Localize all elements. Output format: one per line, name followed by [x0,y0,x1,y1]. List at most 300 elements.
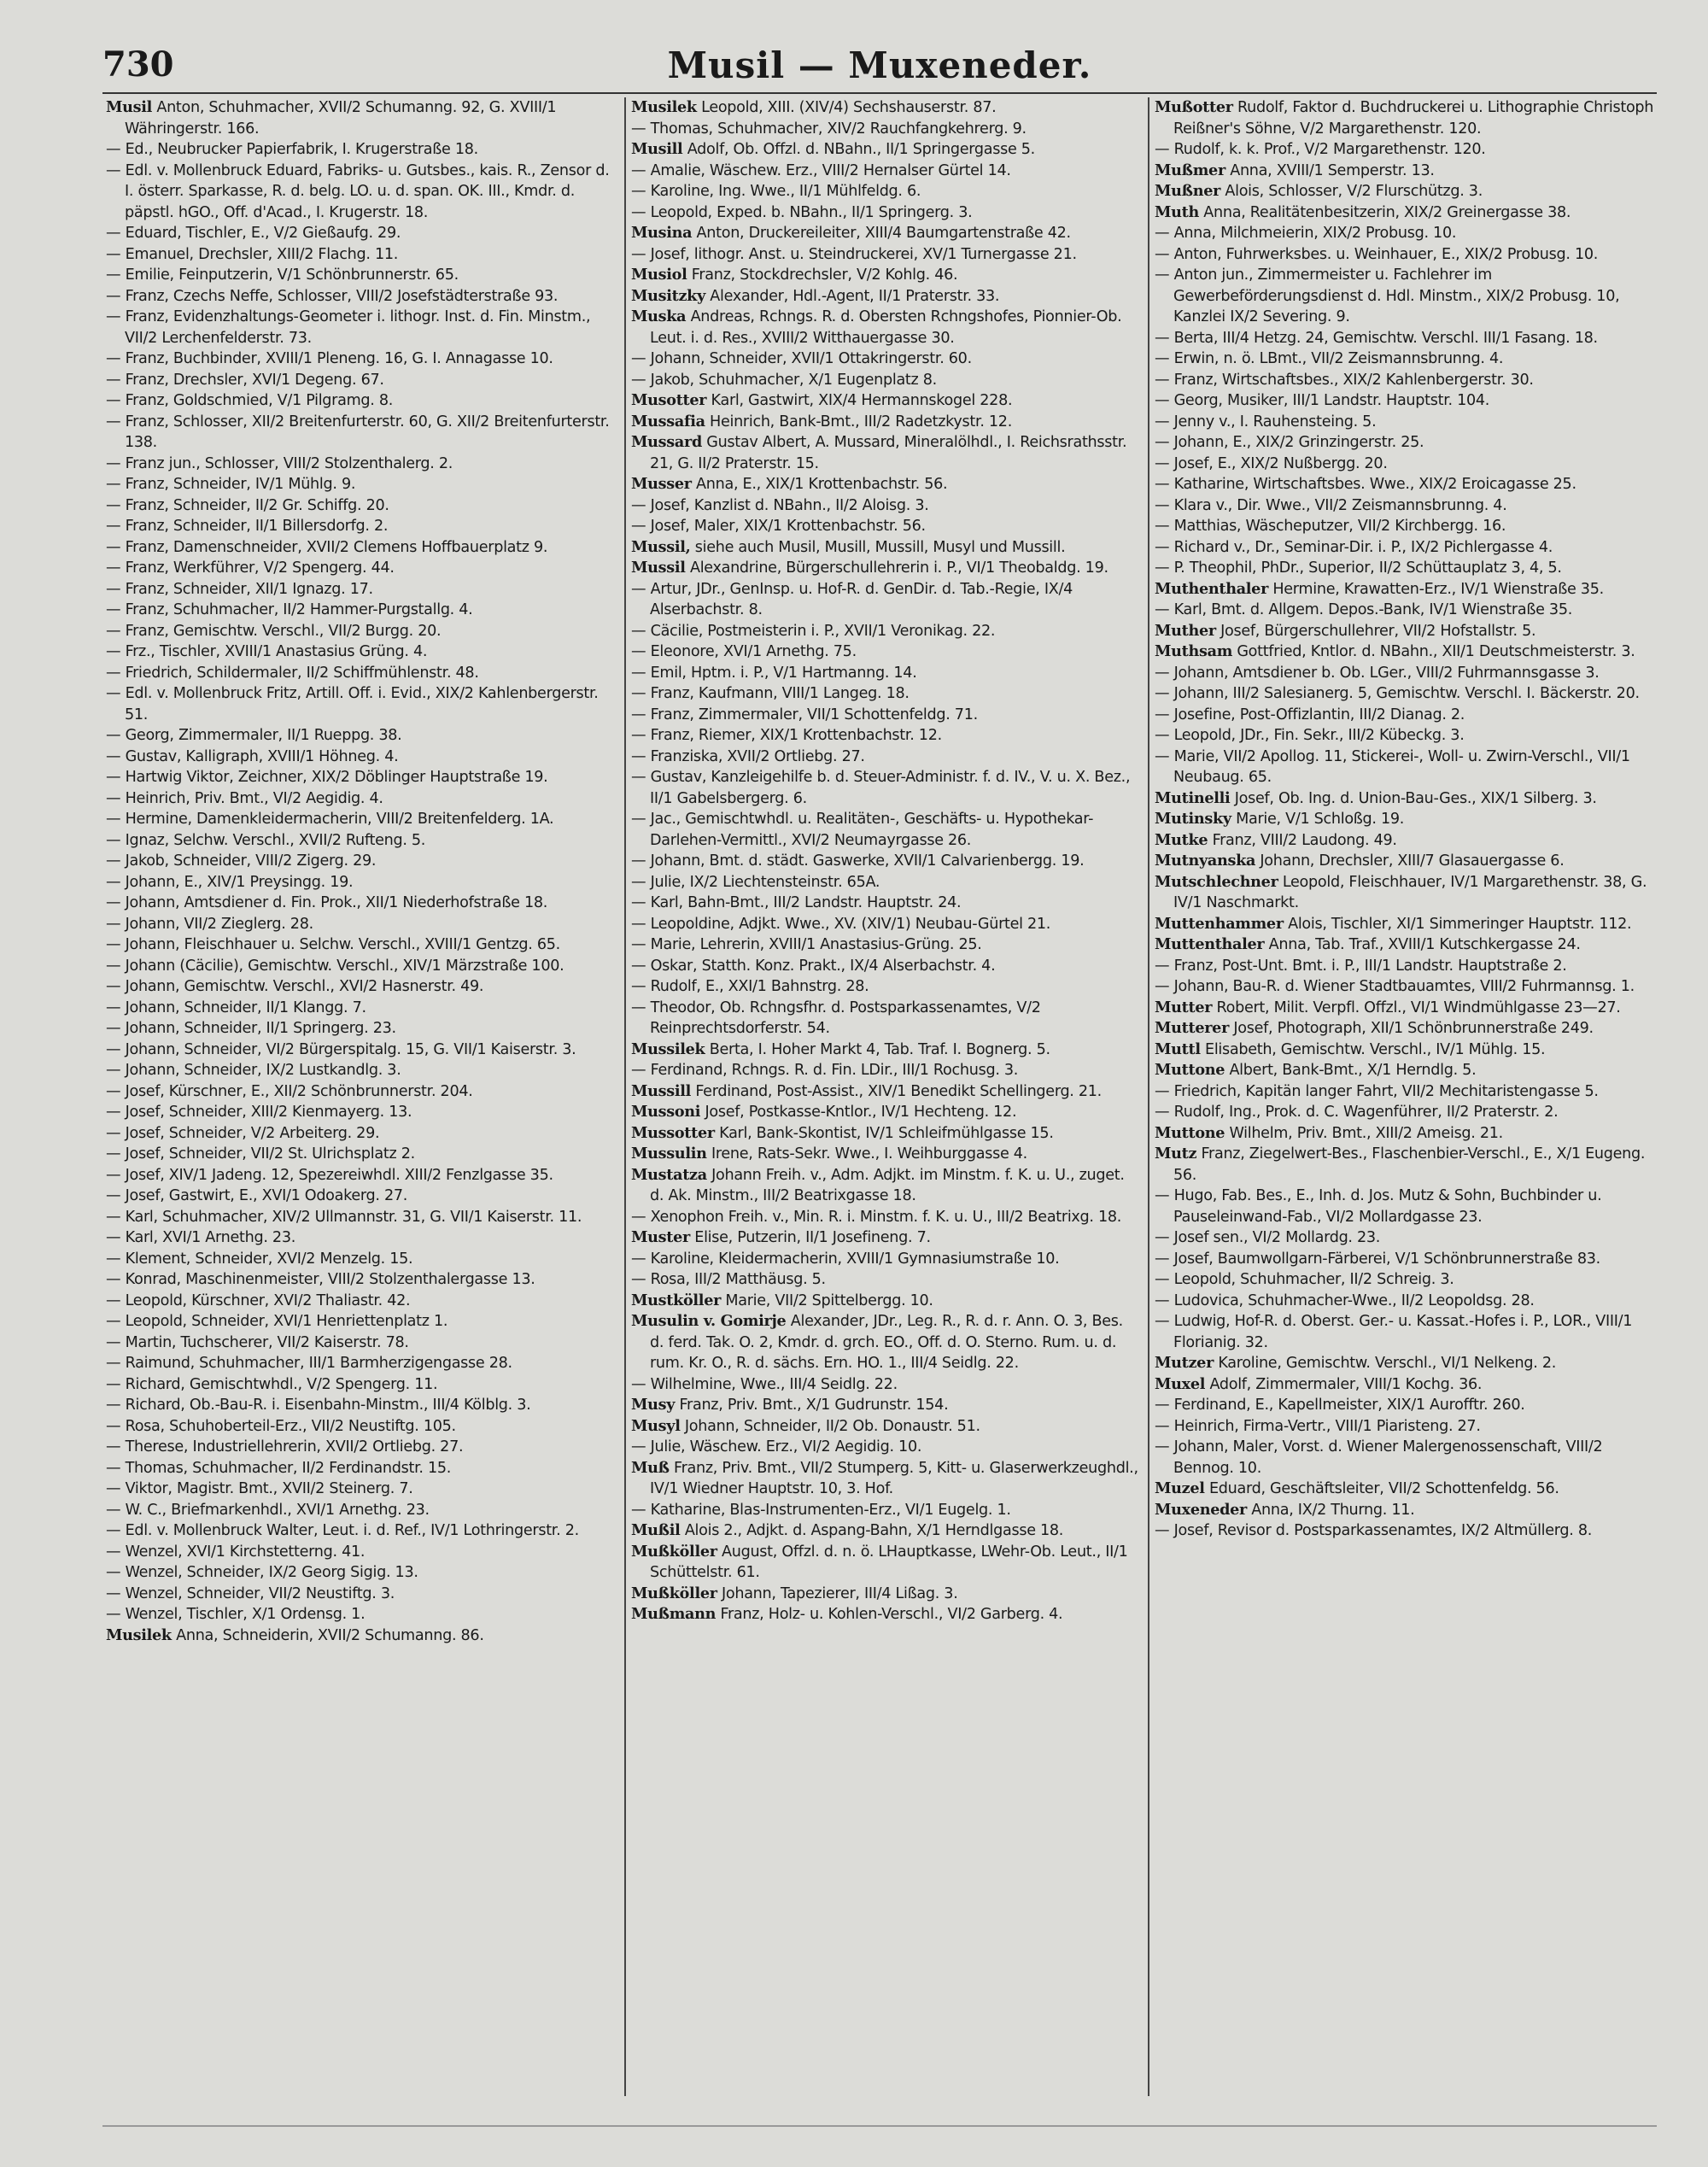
entry-surname: Musiol [631,266,687,284]
entry-text: — Jakob, Schneider, VIII/2 Zigerg. 29. [106,852,377,870]
directory-entry [1155,788,1663,810]
directory-entry [631,432,1139,474]
entry-surname: Muster [631,1228,690,1246]
directory-entry [631,663,1139,684]
directory-entry [106,1165,616,1186]
entry-text: — Johann, Amtsdiener b. Ob. LGer., VIII/2 Fuhrmannsgasse 3. [1155,664,1600,682]
entry-surname: Mutnyanska [1155,852,1256,870]
entry-text: — Josef, Kürschner, E., XII/2 Schönbrunnerstr. 204. [106,1082,473,1100]
directory-entry [631,1604,1139,1625]
entry-text: — Josef, Maler, XIX/1 Krottenbachstr. 56. [631,518,926,535]
directory-entry [106,1479,616,1500]
entry-text: Alois, Schlosser, V/2 Flurschützg. 3. [1225,183,1483,200]
directory-entry [106,830,616,852]
entry-text: — Emil, Hptm. i. P., V/1 Hartmanng. 14. [631,664,917,682]
directory-entry [1155,747,1663,788]
directory-entry [631,1144,1139,1165]
entry-text: — Hartwig Viktor, Zeichner, XIX/2 Döblinger Hauptstraße 19. [106,769,548,786]
entry-text: — Johann, Schneider, II/1 Klangg. 7. [106,999,366,1016]
entry-text: — Friedrich, Schildermaler, II/2 Schiffmühlenstr. 48. [106,664,479,682]
directory-entry [631,307,1139,348]
entry-text: — Rudolf, k. k. Prof., V/2 Margarethenstr. 120. [1155,141,1486,158]
entry-text: — Wenzel, Schneider, VII/2 Neustiftg. 3. [106,1584,395,1602]
directory-entry [631,998,1139,1040]
entry-text: — Amalie, Wäschew. Erz., VIII/2 Hernalser Gürtel 14. [631,161,1011,179]
entry-surname: Mussoni [631,1103,701,1121]
entry-text: Anna, XVIII/1 Semperstr. 13. [1230,161,1435,179]
directory-entry [1155,1081,1663,1103]
entry-text: — Johann (Cäcilie), Gemischtw. Verschl., XIV/1 Märzstraße 100. [106,957,564,975]
directory-entry [106,370,616,391]
directory-entry [1155,1102,1663,1123]
directory-entry [1155,1479,1663,1500]
directory-entry [106,934,616,956]
entry-text: — Johann, Fleischhauer u. Selchw. Verschl., XVIII/1 Gentzg. 65. [106,936,560,953]
directory-entry [106,307,616,348]
directory-entry [631,1207,1139,1228]
directory-entry [1155,1500,1663,1521]
entry-surname: Muxel [1155,1374,1206,1393]
entry-text: — Georg, Musiker, III/1 Landstr. Hauptstr. 104. [1155,392,1490,409]
directory-entry [631,934,1139,956]
entry-surname: Musser [631,475,692,493]
entry-text: — Franz, Schneider, XII/1 Ignazg. 17. [106,580,373,598]
entry-surname: Muther [1155,621,1216,640]
directory-entry [106,1584,616,1605]
directory-entry [106,1604,616,1625]
directory-entry [631,161,1139,182]
entry-text: Franz, Ziegelwert-Bes., Flaschenbier-Verschl., E., X/1 Eugeng. 56. [1173,1145,1646,1184]
directory-entry [631,1395,1139,1416]
directory-entry [1155,934,1663,956]
directory-entry [106,286,616,307]
entry-surname: Muttl [1155,1040,1201,1058]
directory-entry [631,97,1139,119]
directory-entry [106,998,616,1019]
entry-text: — Johann, E., XIV/1 Preysingg. 19. [106,873,354,891]
directory-entry [1155,1269,1663,1291]
entry-text: — Franz, Schuhmacher, II/2 Hammer-Purgstallg. 4. [106,601,473,618]
entry-text: — Ignaz, Selchw. Verschl., XVII/2 Rufteng. 5. [106,831,426,849]
directory-entry [106,725,616,747]
directory-entry [1155,600,1663,621]
directory-entry [1155,202,1663,224]
entry-text: — Josef, E., XIX/2 Nußbergg. 20. [1155,454,1388,472]
directory-entry [106,767,616,788]
directory-entry [106,97,616,139]
entry-text: — Friedrich, Kapitän langer Fahrt, VII/2 Mechitaristengasse 5. [1155,1082,1599,1100]
entry-surname: Musilek [631,98,697,116]
directory-entry [106,1311,616,1332]
entry-surname: Musy [631,1396,676,1414]
entry-text: Karl, Gastwirt, XIX/4 Hermannskogel 228. [711,392,1013,409]
directory-entry [106,641,616,663]
entry-text: Franz, Priv. Bmt., VII/2 Stumperg. 5, Kitt- u. Glaserwerkzeughdl., IV/1 Wiedner Hauptstr. 10, 3. Hof. [650,1459,1138,1497]
directory-entry [1155,1123,1663,1145]
directory-entry [106,1207,616,1228]
entry-text: — Franz, Kaufmann, VIII/1 Langeg. 18. [631,685,910,702]
directory-entry [106,1144,616,1165]
entry-surname: Mußmer [1155,161,1225,179]
entry-text: — Karl, XVI/1 Arnethg. 23. [106,1229,296,1246]
entry-text: — Johann, Bmt. d. städt. Gaswerke, XVII/1 Calvarienbergg. 19. [631,852,1085,870]
entry-surname: Musyl [631,1416,681,1435]
entry-text: — Gustav, Kanzleigehilfe b. d. Steuer-Administr. f. d. IV., V. u. X. Bez., II/1 Gabelsbergerg. 6. [631,769,1131,807]
header-rule [102,92,1657,94]
directory-entry [106,893,616,914]
directory-entry [631,244,1139,266]
directory-entry [631,641,1139,663]
entry-text: — Franziska, XVII/2 Ortliebg. 27. [631,747,865,765]
entry-text: — Franz, Schneider, II/1 Billersdorfg. 2. [106,518,389,535]
entry-text: — Marie, Lehrerin, XVIII/1 Anastasius-Grüng. 25. [631,936,982,953]
column-3 [1148,97,1671,2096]
directory-entry [1155,663,1663,684]
directory-entry [631,725,1139,747]
entry-text: — Viktor, Magistr. Bmt., XVII/2 Steinerg. 7. [106,1480,413,1497]
directory-entry [106,1562,616,1584]
entry-text: — Josef, Baumwollgarn-Färberei, V/1 Schönbrunnerstraße 83. [1155,1250,1600,1268]
entry-text: — Karoline, Kleidermacherin, XVIII/1 Gymnasiumstraße 10. [631,1250,1060,1268]
entry-text: — Franz, Post-Unt. Bmt. i. P., III/1 Landstr. Hauptstraße 2. [1155,957,1567,975]
directory-entry [106,1018,616,1040]
entry-surname: Mutzer [1155,1354,1214,1372]
entry-text: — Klara v., Dir. Wwe., VII/2 Zeismannsbrunng. 4. [1155,496,1507,514]
entry-text: — Josef, Schneider, VII/2 St. Ulrichsplatz 2. [106,1145,415,1163]
directory-entry [631,348,1139,370]
directory-entry [106,1625,616,1647]
directory-entry [631,286,1139,307]
directory-entry [631,412,1139,433]
entry-text: Irene, Rats-Sekr. Wwe., I. Weihburggasse 4. [711,1145,1027,1163]
directory-entry [631,516,1139,537]
directory-entry [1155,537,1663,559]
directory-entry [1155,956,1663,977]
entry-text: Franz, Priv. Bmt., X/1 Gudrunstr. 154. [679,1397,949,1414]
directory-entry [106,412,616,454]
entry-text: — Josef, Revisor d. Postsparkassenamtes, IX/2 Altmüllerg. 8. [1155,1522,1593,1539]
entry-text: — Josef, lithogr. Anst. u. Steindruckerei, XV/1 Turnergasse 21. [631,245,1077,263]
directory-entry [631,1416,1139,1438]
entry-text: — Anton, Fuhrwerksbes. u. Weinhauer, E., XIX/2 Probusg. 10. [1155,245,1599,263]
directory-entry [631,1040,1139,1061]
directory-entry [1155,181,1663,202]
directory-entry [1155,412,1663,433]
entry-text: — Eleonore, XVI/1 Arnethg. 75. [631,643,857,660]
directory-entry [631,1060,1139,1081]
directory-entry [631,474,1139,495]
entry-surname: Mustatza [631,1165,707,1184]
entry-text: — Wenzel, XVI/1 Kirchstetterng. 41. [106,1543,366,1561]
entry-text: — Edl. v. Mollenbruck Walter, Leut. i. d. Ref., IV/1 Lothringerstr. 2. [106,1522,579,1539]
directory-entry [1155,139,1663,161]
entry-text: — Rosa, III/2 Matthäusg. 5. [631,1271,826,1288]
directory-entry [631,1500,1139,1521]
entry-text: Anna, IX/2 Thurng. 11. [1251,1501,1415,1519]
entry-text: Rudolf, Faktor d. Buchdruckerei u. Lithographie Christoph Reißner's Söhne, V/2 Margarethenstr. 120. [1173,99,1654,138]
directory-entry [106,1186,616,1207]
directory-entry [631,767,1139,809]
entry-text: — Therese, Industriellehrerin, XVII/2 Ortliebg. 27. [106,1438,464,1455]
entry-text: Josef, Photograph, XII/1 Schönbrunnerstraße 249. [1233,1020,1594,1037]
directory-entry [631,202,1139,224]
entry-text: — Leopold, Exped. b. NBahn., II/1 Springerg. 3. [631,203,973,221]
entry-text: — Franz, Drechsler, XVI/1 Degeng. 67. [106,371,384,389]
entry-text: — Franz jun., Schlosser, VIII/2 Stolzenthalerg. 2. [106,454,453,472]
entry-text: — Franz, Goldschmied, V/1 Pilgramg. 8. [106,392,394,409]
entry-text: — Josef, Schneider, XIII/2 Kienmayerg. 13. [106,1104,412,1121]
entry-surname: Mutke [1155,830,1208,849]
directory-entry [106,1353,616,1374]
entry-text: — Frz., Tischler, XVIII/1 Anastasius Grüng. 4. [106,643,428,660]
directory-entry [631,956,1139,977]
entry-surname: Musulin v. Gomirje [631,1312,787,1330]
entry-text: — Franz, Evidenzhaltungs-Geometer i. lithogr. Inst. d. Fin. Minstm., VII/2 Lerchenfelderstr. 73. [106,308,591,347]
directory-entry [106,621,616,642]
directory-entry [1155,1291,1663,1312]
entry-text: Elisabeth, Gemischtw. Verschl., IV/1 Mühlg. 15. [1205,1040,1546,1058]
entry-text: — Johann, Schneider, XVII/1 Ottakringerstr. 60. [631,350,972,367]
entry-text: — Jenny v., I. Rauhensteing. 5. [1155,413,1377,430]
entry-surname: Mutterer [1155,1019,1230,1037]
entry-text: — Johann, Schneider, IX/2 Lustkandlg. 3. [106,1062,401,1079]
entry-text: — Johann, Gemischtw. Verschl., XVI/2 Hasnerstr. 49. [106,978,484,995]
directory-entry [1155,914,1663,935]
directory-entry [106,1458,616,1479]
entry-text: Johann, Tapezierer, III/4 Lißag. 3. [722,1584,958,1602]
entry-text: — Franz, Gemischtw. Verschl., VII/2 Burgg. 20. [106,622,442,640]
directory-entry [1155,265,1663,328]
directory-entry [631,872,1139,893]
directory-entry [631,1249,1139,1270]
directory-entry [1155,370,1663,391]
directory-entry [1155,830,1663,852]
page-number: 730 [102,44,174,85]
directory-entry [631,705,1139,726]
entry-text: — Artur, JDr., GenInsp. u. Hof-R. d. GenDir. d. Tab.-Regie, IX/4 Alserbachstr. 8. [631,580,1073,618]
directory-entry [106,474,616,495]
directory-entry [106,956,616,977]
entry-text: — Edl. v. Mollenbruck Eduard, Fabriks- u. Gutsbes., kais. R., Zensor d. I. österr. Sparkasse, R. d. belg. LO. u. d. span. OK. III., Kmdr. d. päpstl. hGO., Off. d'Acad., I. Krugerstr. 18. [106,161,610,221]
entry-text: — Josef, Schneider, V/2 Arbeiterg. 29. [106,1124,380,1142]
entry-text: — Heinrich, Firma-Vertr., VIII/1 Piaristeng. 27. [1155,1417,1481,1435]
directory-entry [1155,474,1663,495]
entry-surname: Mutter [1155,998,1213,1016]
directory-entry [631,370,1139,391]
entry-text: — Eduard, Tischler, E., V/2 Gießaufg. 29. [106,225,401,242]
entry-text: — Wilhelmine, Wwe., III/4 Seidlg. 22. [631,1375,898,1393]
entry-text: Adolf, Zimmermaler, VIII/1 Kochg. 36. [1209,1375,1483,1393]
entry-text: Anna, Realitätenbesitzerin, XIX/2 Greinergasse 38. [1203,203,1571,221]
entry-text: Anton, Druckereileiter, XIII/4 Baumgartenstraße 42. [696,225,1071,242]
entry-text: Karl, Bank-Skontist, IV/1 Schleifmühlgasse 15. [719,1124,1054,1142]
directory-entry [631,809,1139,851]
directory-entry [1155,1437,1663,1479]
directory-entry [631,1165,1139,1207]
directory-entry [106,976,616,998]
directory-entry [1155,1227,1663,1249]
entry-surname: Mussafia [631,412,705,430]
entry-text: Alexander, JDr., Leg. R., R. d. r. Ann. O. 3, Bes. d. ferd. Tak. O. 2, Kmdr. d. grch. EO., Off. d. O. Sterno. Rum. u. d. rum. Kr. O., R. d. sächs. Ern. HO. 1., III/4 Seidlg. 22. [650,1313,1123,1372]
entry-text: Berta, I. Hoher Markt 4, Tab. Traf. I. Bognerg. 5. [709,1040,1050,1058]
directory-entry [631,1374,1139,1396]
entry-surname: Musotter [631,391,707,409]
entry-text: — Hermine, Damenkleidermacherin, VIII/2 Breitenfelderg. 1A. [106,811,554,828]
directory-entry [631,1081,1139,1103]
directory-entry [631,139,1139,161]
entry-surname: Mußköller [631,1584,717,1602]
entry-text: — Thomas, Schuhmacher, XIV/2 Rauchfangkehrerg. 9. [631,120,1027,138]
entry-text: Johann, Drechsler, XIII/7 Glasauergasse 6. [1260,852,1565,870]
entry-surname: Musil [106,98,153,116]
entry-text: Josef, Bürgerschullehrer, VII/2 Hofstallstr. 5. [1220,622,1536,640]
directory-entry [631,558,1139,579]
directory-entry [631,1520,1139,1542]
directory-entry [106,1520,616,1542]
directory-entry [1155,516,1663,537]
directory-entry [1155,1249,1663,1270]
directory-entry [1155,1395,1663,1416]
entry-surname: Mussill [631,1081,692,1100]
entry-text: — Leopold, Schneider, XVI/1 Henriettenplatz 1. [106,1313,448,1330]
entry-text: — W. C., Briefmarkenhdl., XVI/1 Arnethg. 23. [106,1501,430,1519]
entry-text: Heinrich, Bank-Bmt., III/2 Radetzkystr. 12. [710,413,1012,430]
entry-text: — Karl, Bmt. d. Allgem. Depos.-Bank, IV/1 Wienstraße 35. [1155,601,1573,618]
entry-text: — Johann, Schneider, II/1 Springerg. 23. [106,1020,396,1037]
directory-entry [106,139,616,161]
entry-text: — Josef sen., VI/2 Mollardg. 23. [1155,1229,1381,1246]
entry-text: Alois 2., Adjkt. d. Aspang-Bahn, X/1 Herndlgasse 18. [684,1522,1064,1539]
directory-entry [1155,244,1663,266]
directory-entry [631,893,1139,914]
directory-entry [106,1416,616,1438]
directory-entry [106,161,616,224]
entry-text: — Josefine, Post-Offizlantin, III/2 Dianag. 2. [1155,706,1465,723]
entry-text: — Matthias, Wäscheputzer, VII/2 Kirchbergg. 16. [1155,518,1506,535]
entry-text: — Rudolf, Ing., Prok. d. C. Wagenführer, II/2 Praterstr. 2. [1155,1104,1559,1121]
directory-entry [1155,1060,1663,1081]
entry-text: — Georg, Zimmermaler, II/1 Rueppg. 38. [106,727,402,744]
entry-text: — Wenzel, Tischler, X/1 Ordensg. 1. [106,1606,366,1623]
entry-text: Eduard, Geschäftsleiter, VII/2 Schottenfeldg. 56. [1208,1480,1559,1497]
directory-entry [1155,348,1663,370]
entry-surname: Mutz [1155,1145,1197,1163]
directory-entry [1155,872,1663,914]
directory-entry [106,872,616,893]
entry-text: Hermine, Krawatten-Erz., IV/1 Wienstraße 35. [1272,580,1604,598]
entry-text: — Karl, Bahn-Bmt., III/2 Landstr. Hauptstr. 24. [631,894,962,911]
directory-entry [1155,976,1663,998]
entry-text: Franz, Stockdrechsler, V/2 Kohlg. 46. [691,266,958,284]
page-title: Musil — Muxeneder. [667,44,1092,86]
entry-text: — Richard, Gemischtwhdl., V/2 Spengerg. 11. [106,1375,438,1393]
directory-entry [1155,1311,1663,1353]
entry-text: — Rudolf, E., XXI/1 Bahnstrg. 28. [631,978,869,995]
directory-entry [631,265,1139,286]
entry-surname: Mutschlechner [1155,872,1278,891]
directory-entry [106,537,616,559]
entry-text: — Franz, Wirtschaftsbes., XIX/2 Kahlenbergerstr. 30. [1155,371,1534,389]
entry-text: — Berta, III/4 Hetzg. 24, Gemischtw. Verschl. III/1 Fasang. 18. [1155,329,1598,347]
entry-surname: Muttenthaler [1155,935,1265,953]
entry-text: — Katharine, Wirtschaftsbes. Wwe., XIX/2 Eroicagasse 25. [1155,476,1576,493]
directory-entry [1155,998,1663,1019]
entry-surname: Musina [631,224,693,242]
entry-text: — Franz, Buchbinder, XVIII/1 Pleneng. 16, G. I. Annagasse 10. [106,350,553,367]
entry-text: — Katharine, Blas-Instrumenten-Erz., VI/1 Eugelg. 1. [631,1501,1011,1519]
entry-surname: Mussil, [631,537,691,556]
directory-entry [1155,223,1663,244]
entry-text: Gustav Albert, A. Mussard, Mineralölhdl., I. Reichsrathsstr. 21, G. II/2 Praterstr. 15. [650,434,1127,472]
directory-entry [106,1081,616,1103]
entry-text: — Thomas, Schuhmacher, II/2 Ferdinandstr. 15. [106,1459,452,1477]
entry-surname: Muxeneder [1155,1500,1247,1519]
entry-surname: Muth [1155,202,1199,221]
page-header [102,44,1657,96]
directory-entry [631,1542,1139,1584]
entry-surname: Mußköller [631,1542,717,1561]
directory-entry [106,1437,616,1458]
directory-entry [631,747,1139,768]
entry-text: — Josef, Gastwirt, E., XVI/1 Odoakerg. 27. [106,1187,408,1204]
directory-entry [1155,558,1663,579]
entry-surname: Muttenhammer [1155,914,1284,933]
entry-text: — Richard v., Dr., Seminar-Dir. i. P., IX/2 Pichlergasse 4. [1155,538,1553,556]
directory-entry [106,788,616,810]
entry-surname: Mußil [631,1521,681,1539]
entry-text: — Marie, VII/2 Apollog. 11, Stickerei-, Woll- u. Zwirn-Verschl., VII/1 Neubaug. 65. [1155,747,1630,786]
directory-entry [631,495,1139,517]
directory-entry [106,747,616,768]
directory-entry [1155,1144,1663,1186]
entry-text: — Franz, Schlosser, XII/2 Breitenfurterstr. 60, G. XII/2 Breitenfurterstr. 138. [106,413,610,451]
directory-entry [631,1437,1139,1458]
entry-surname: Mussulin [631,1145,707,1163]
directory-entry [106,914,616,935]
directory-entry [106,663,616,684]
entry-surname: Muß [631,1458,670,1477]
directory-entry [106,558,616,579]
entry-text: Andreas, Rchngs. R. d. Obersten Rchngshofes, Pionnier-Ob. Leut. i. d. Res., XVIII/2 Witthauergasse 30. [650,308,1122,347]
directory-entry [106,1500,616,1521]
entry-text: — Julie, IX/2 Liechtensteinstr. 65A. [631,873,880,891]
entry-surname: Musilek [106,1625,172,1644]
entry-text: — Josef, XIV/1 Jadeng. 12, Spezereiwhdl. XIII/2 Fenzlgasse 35. [106,1166,553,1184]
entry-text: Albert, Bank-Bmt., X/1 Herndlg. 5. [1229,1062,1477,1079]
directory-entry [631,1291,1139,1312]
entry-text: — Richard, Ob.-Bau-R. i. Eisenbahn-Minstm., III/4 Kölblg. 3. [106,1397,531,1414]
directory-entry [106,1040,616,1061]
entry-text: Ferdinand, Post-Assist., XIV/1 Benedikt Schellingerg. 21. [695,1082,1102,1100]
directory-entry [631,914,1139,935]
directory-entry [1155,390,1663,412]
entry-text: — P. Theophil, PhDr., Superior, II/2 Schüttauplatz 3, 4, 5. [1155,559,1562,577]
entry-surname: Mussil [631,559,686,577]
directory-entry [1155,1520,1663,1542]
entry-text: — Ludovica, Schuhmacher-Wwe., II/2 Leopoldsg. 28. [1155,1291,1535,1309]
directory-entry [1155,683,1663,705]
directory-entry [106,454,616,475]
entry-text: Anna, Tab. Traf., XVIII/1 Kutschkergasse 24. [1268,936,1581,953]
entry-text: Leopold, XIII. (XIV/4) Sechshauserstr. 87. [701,99,997,116]
directory-entry [1155,1186,1663,1227]
entry-text: August, Offzl. d. n. ö. LHauptkasse, LWehr-Ob. Leut., II/1 Schüttelstr. 61. [650,1543,1128,1581]
entry-text: — Klement, Schneider, XVI/2 Menzelg. 15. [106,1250,413,1268]
directory-entry [1155,432,1663,454]
entry-text: — Martin, Tuchscherer, VII/2 Kaiserstr. 78. [106,1333,409,1351]
directory-entry [106,579,616,600]
entry-text: — Franz, Schneider, II/2 Gr. Schiffg. 20. [106,496,389,514]
